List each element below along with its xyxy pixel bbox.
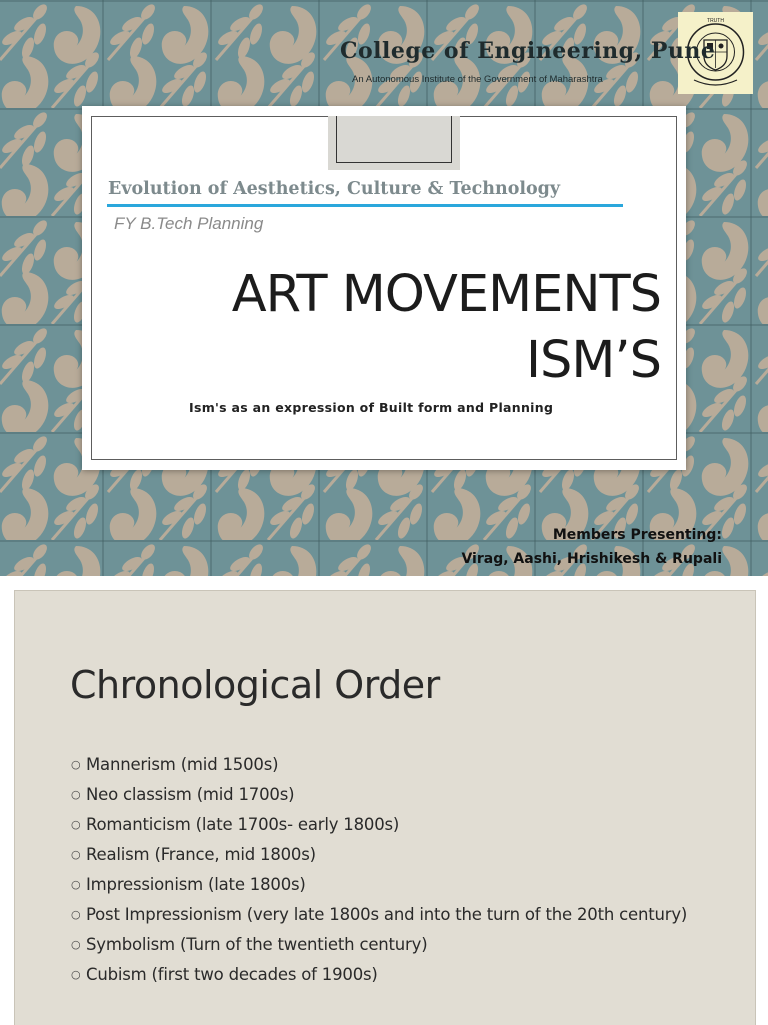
list-item-text: Realism (France, mid 1800s) [86, 845, 316, 864]
hollow-circle-bullet-icon: ○ [71, 938, 81, 951]
hollow-circle-bullet-icon: ○ [71, 968, 81, 981]
hollow-circle-bullet-icon: ○ [71, 908, 81, 921]
list-item-text: Romanticism (late 1700s- early 1800s) [86, 815, 400, 834]
tagline: Ism's as an expression of Built form and Planning [189, 400, 554, 415]
main-title-line2: ISM’S [525, 331, 661, 390]
list-item-text: Post Impressionism (very late 1800s and into the turn of the 20th century) [86, 905, 688, 924]
course-title: Evolution of Aesthetics, Culture & Technology [108, 179, 561, 199]
list-item [71, 785, 711, 805]
svg-text:TRUTH: TRUTH [707, 18, 724, 24]
title-card [82, 106, 686, 470]
members-heading: Members Presenting: [552, 527, 722, 543]
college-name: College of Engineering, Pune [340, 38, 716, 64]
card-tab-decoration [328, 116, 460, 170]
card-tab-frame [336, 116, 452, 163]
list-item-text: Symbolism (Turn of the twentieth century) [86, 935, 428, 954]
list-item [71, 755, 711, 775]
list-item-text: Cubism (first two decades of 1900s) [86, 965, 378, 984]
hollow-circle-bullet-icon: ○ [71, 848, 81, 861]
title-card-frame [91, 116, 677, 460]
list-item-text: Neo classism (mid 1700s) [86, 785, 295, 804]
main-title-line1: ART MOVEMENTS [231, 265, 661, 324]
slide-title: Chronological Order [70, 663, 440, 707]
hollow-circle-bullet-icon: ○ [71, 818, 81, 831]
hollow-circle-bullet-icon: ○ [71, 788, 81, 801]
class-subtitle: FY B.Tech Planning [114, 214, 264, 233]
list-item [71, 815, 711, 835]
movement-list [71, 755, 711, 995]
list-item-text: Impressionism (late 1800s) [86, 875, 306, 894]
list-item [71, 845, 711, 865]
chronology-slide [14, 590, 756, 1025]
list-item [71, 935, 711, 955]
list-item [71, 965, 711, 985]
college-subtitle: An Autonomous Institute of the Government of Maharashtra [352, 74, 603, 85]
list-item [71, 905, 711, 925]
course-underline [107, 204, 623, 207]
members-names: Virag, Aashi, Hrishikesh & Rupali [461, 551, 722, 567]
hollow-circle-bullet-icon: ○ [71, 758, 81, 771]
hollow-circle-bullet-icon: ○ [71, 878, 81, 891]
list-item-text: Mannerism (mid 1500s) [86, 755, 279, 774]
list-item [71, 875, 711, 895]
